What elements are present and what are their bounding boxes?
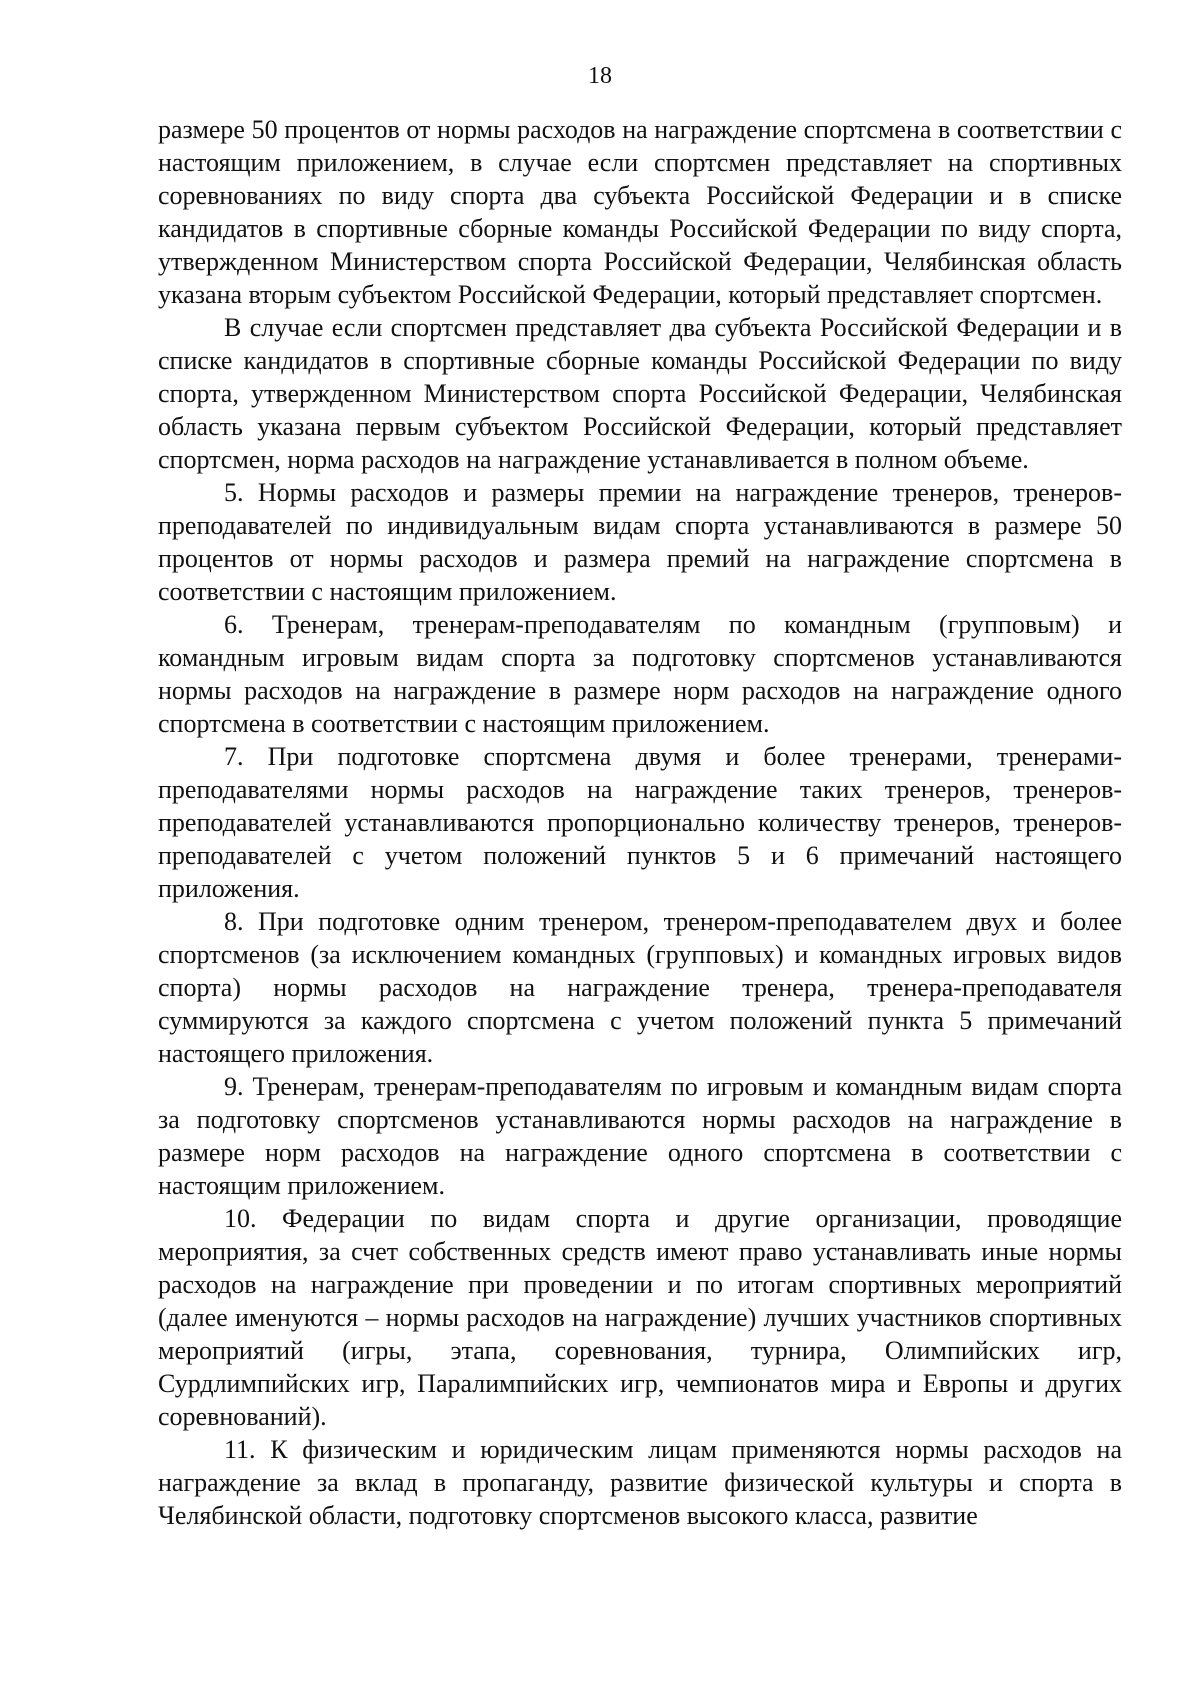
paragraph-item-6: 6. Тренерам, тренерам-преподавателям по командным (групповым) и командным игровым видам спорта за подготовку спортсменов устанавливаются нормы расходов на награждение в размере норм расходов на награждение одного спортсмена в соответствии с настоящим приложением. [158, 610, 1122, 738]
document-body [158, 113, 1122, 1532]
paragraph-item-11: 11. К физическим и юридическим лицам применяются нормы расходов на награждение за вклад в пропаганду, развитие физической культуры и спорта в Челябинской области, подготовку спортсменов высокого класса, развитие [158, 1435, 1122, 1530]
paragraph-item-10: 10. Федерации по видам спорта и другие организации, проводящие мероприятия, за счет собственных средств имеют право устанавливать иные нормы расходов на награждение при проведении и по итогам спортивных мероприятий (далее именуются – нормы расходов на награждение) лучших участников спортивных мероприятий (игры, этапа, соревнования, турнира, Олимпийских игр, Сурдлимпийских игр, Паралимпийских игр, чемпионатов мира и Европы и других соревнований). [158, 1204, 1122, 1431]
paragraph-two-subjects: В случае если спортсмен представляет два субъекта Российской Федерации и в списке кандидатов в спортивные сборные команды Российской Федерации по виду спорта, утвержденном Министерством спорта Российской Федерации, Челябинская область указана первым субъектом Российской Федерации, который представляет спортсмен, норма расходов на награждение устанавливается в полном объеме. [158, 313, 1122, 474]
page-number: 18 [588, 63, 612, 89]
paragraph-item-5: 5. Нормы расходов и размеры премии на награждение тренеров, тренеров-преподавателей по индивидуальным видам спорта устанавливаются в размере 50 процентов от нормы расходов и размера премий на награждение спортсмена в соответствии с настоящим приложением. [158, 478, 1122, 606]
paragraph-item-9: 9. Тренерам, тренерам-преподавателям по игровым и командным видам спорта за подготовку спортсменов устанавливаются нормы расходов на награждение в размере норм расходов на награждение одного спортсмена в соответствии с настоящим приложением. [158, 1072, 1122, 1200]
paragraph-item-8: 8. При подготовке одним тренером, тренером-преподавателем двух и более спортсменов (за исключением командных (групповых) и командных игровых видов спорта) нормы расходов на награждение тренера, тренера-преподавателя суммируются за каждого спортсмена с учетом положений пункта 5 примечаний настоящего приложения. [158, 907, 1122, 1068]
paragraph-item-7: 7. При подготовке спортсмена двумя и более тренерами, тренерами-преподавателями нормы расходов на награждение таких тренеров, тренеров-преподавателей устанавливаются пропорционально количеству тренеров, тренеров-преподавателей с учетом положений пунктов 5 и 6 примечаний настоящего приложения. [158, 742, 1122, 903]
paragraph-continuation: размере 50 процентов от нормы расходов на награждение спортсмена в соответствии с настоящим приложением, в случае если спортсмен представляет на спортивных соревнованиях по виду спорта два субъекта Российской Федерации и в списке кандидатов в спортивные сборные команды Российской Федерации по виду спорта, утвержденном Министерством спорта Российской Федерации, Челябинская область указана вторым субъектом Российской Федерации, который представляет спортсмен. [158, 115, 1122, 309]
